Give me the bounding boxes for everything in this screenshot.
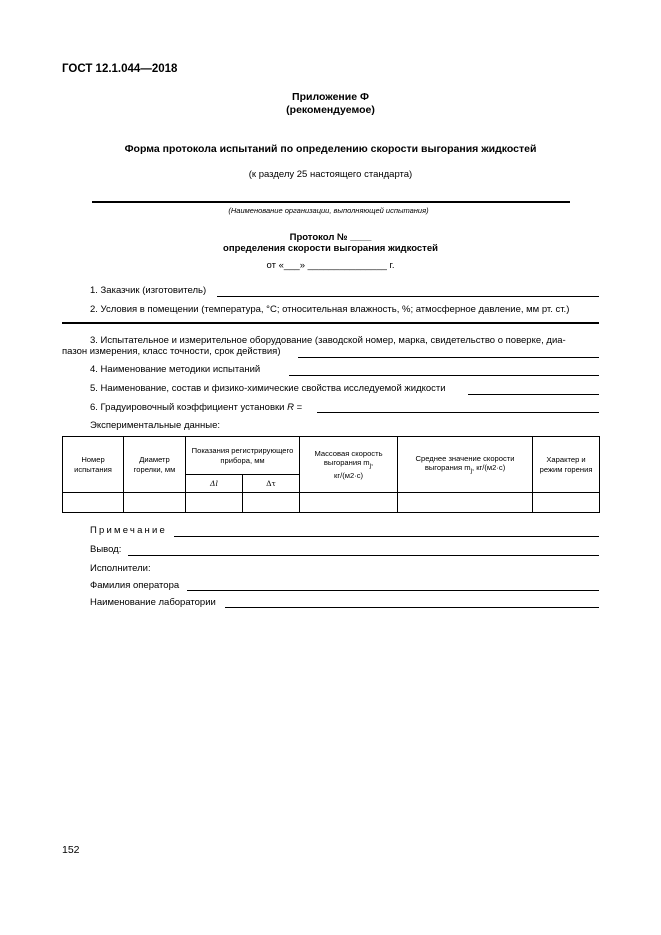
th-delta-tau: Δτ [243, 475, 300, 493]
th-combustion-character: Характер и режим горения [533, 437, 600, 493]
th-average-burning-rate: Среднее значение скорости выгорания $m_j$, кг/(м2·с) [398, 437, 533, 493]
conditions-label: 2. Условия в помещении (температура, °С; относительная влажность, %; атмосферное давление, мм рт. ст.) [90, 304, 570, 315]
protocol-subtitle: определения скорости выгорания жидкостей [223, 243, 438, 254]
operator-line [187, 590, 599, 591]
method-label: 4. Наименование методики испытаний [90, 364, 261, 375]
table-row [63, 493, 600, 513]
form-title: Форма протокола испытаний по определению скорости выгорания жидкостей [124, 143, 537, 155]
executors-label: Исполнители: [90, 563, 151, 574]
table-cell [300, 493, 398, 513]
table-cell [63, 493, 124, 513]
table-cell [124, 493, 186, 513]
customer-line [217, 296, 599, 297]
calibration-label: 6. Градуировочный коэффициент установки R = [90, 402, 303, 413]
customer-label: 1. Заказчик (изготовитель) [90, 285, 207, 296]
calibration-line [317, 412, 599, 413]
experimental-data-table [62, 436, 600, 513]
th-burner-diameter: Диаметр горелки, мм [124, 437, 186, 493]
method-line [289, 375, 599, 376]
liquid-label: 5. Наименование, состав и физико-химические свойства исследуемой жидкости [90, 383, 446, 394]
liquid-line [468, 394, 599, 395]
equipment-label-2: пазон измерения, класс точности, срок действия) [62, 346, 281, 357]
table-cell [533, 493, 600, 513]
th-delta-l: Δl [186, 475, 243, 493]
laboratory-label: Наименование лаборатории [90, 597, 216, 608]
note-line [174, 536, 599, 537]
experimental-label: Экспериментальные данные: [90, 420, 221, 431]
equipment-line [298, 357, 599, 358]
table-cell [398, 493, 533, 513]
form-reference: (к разделу 25 настоящего стандарта) [248, 169, 413, 180]
standard-header: ГОСТ 12.1.044—2018 [62, 63, 178, 75]
protocol-number: Протокол № ____ [289, 232, 372, 243]
conclusion-line [128, 555, 599, 556]
equipment-label-1: 3. Испытательное и измерительное оборудование (заводской номер, марка, свидетельство о поверке, диа- [90, 335, 566, 346]
table-cell [186, 493, 243, 513]
appendix-status: (рекомендуемое) [286, 104, 375, 116]
page-number: 152 [62, 844, 80, 856]
protocol-date: от «___» _______________ г. [266, 260, 395, 271]
laboratory-line [225, 607, 599, 608]
appendix-title: Приложение Ф [292, 91, 369, 103]
th-recorder-readings: Показания регистрирующего прибора, мм [186, 437, 300, 475]
organization-caption: (Наименование организации, выполняющей испытания) [228, 206, 429, 215]
conditions-line [62, 322, 599, 324]
organization-line [92, 201, 570, 203]
th-test-number: Номер испытания [63, 437, 124, 493]
th-mass-burning-rate: Массовая скорость выгорания $m_j$, кг/(м2·с) [300, 437, 398, 493]
note-label: Примечание [90, 525, 167, 536]
conclusion-label: Вывод: [90, 544, 122, 555]
table-cell [243, 493, 300, 513]
operator-label: Фамилия оператора [90, 580, 180, 591]
